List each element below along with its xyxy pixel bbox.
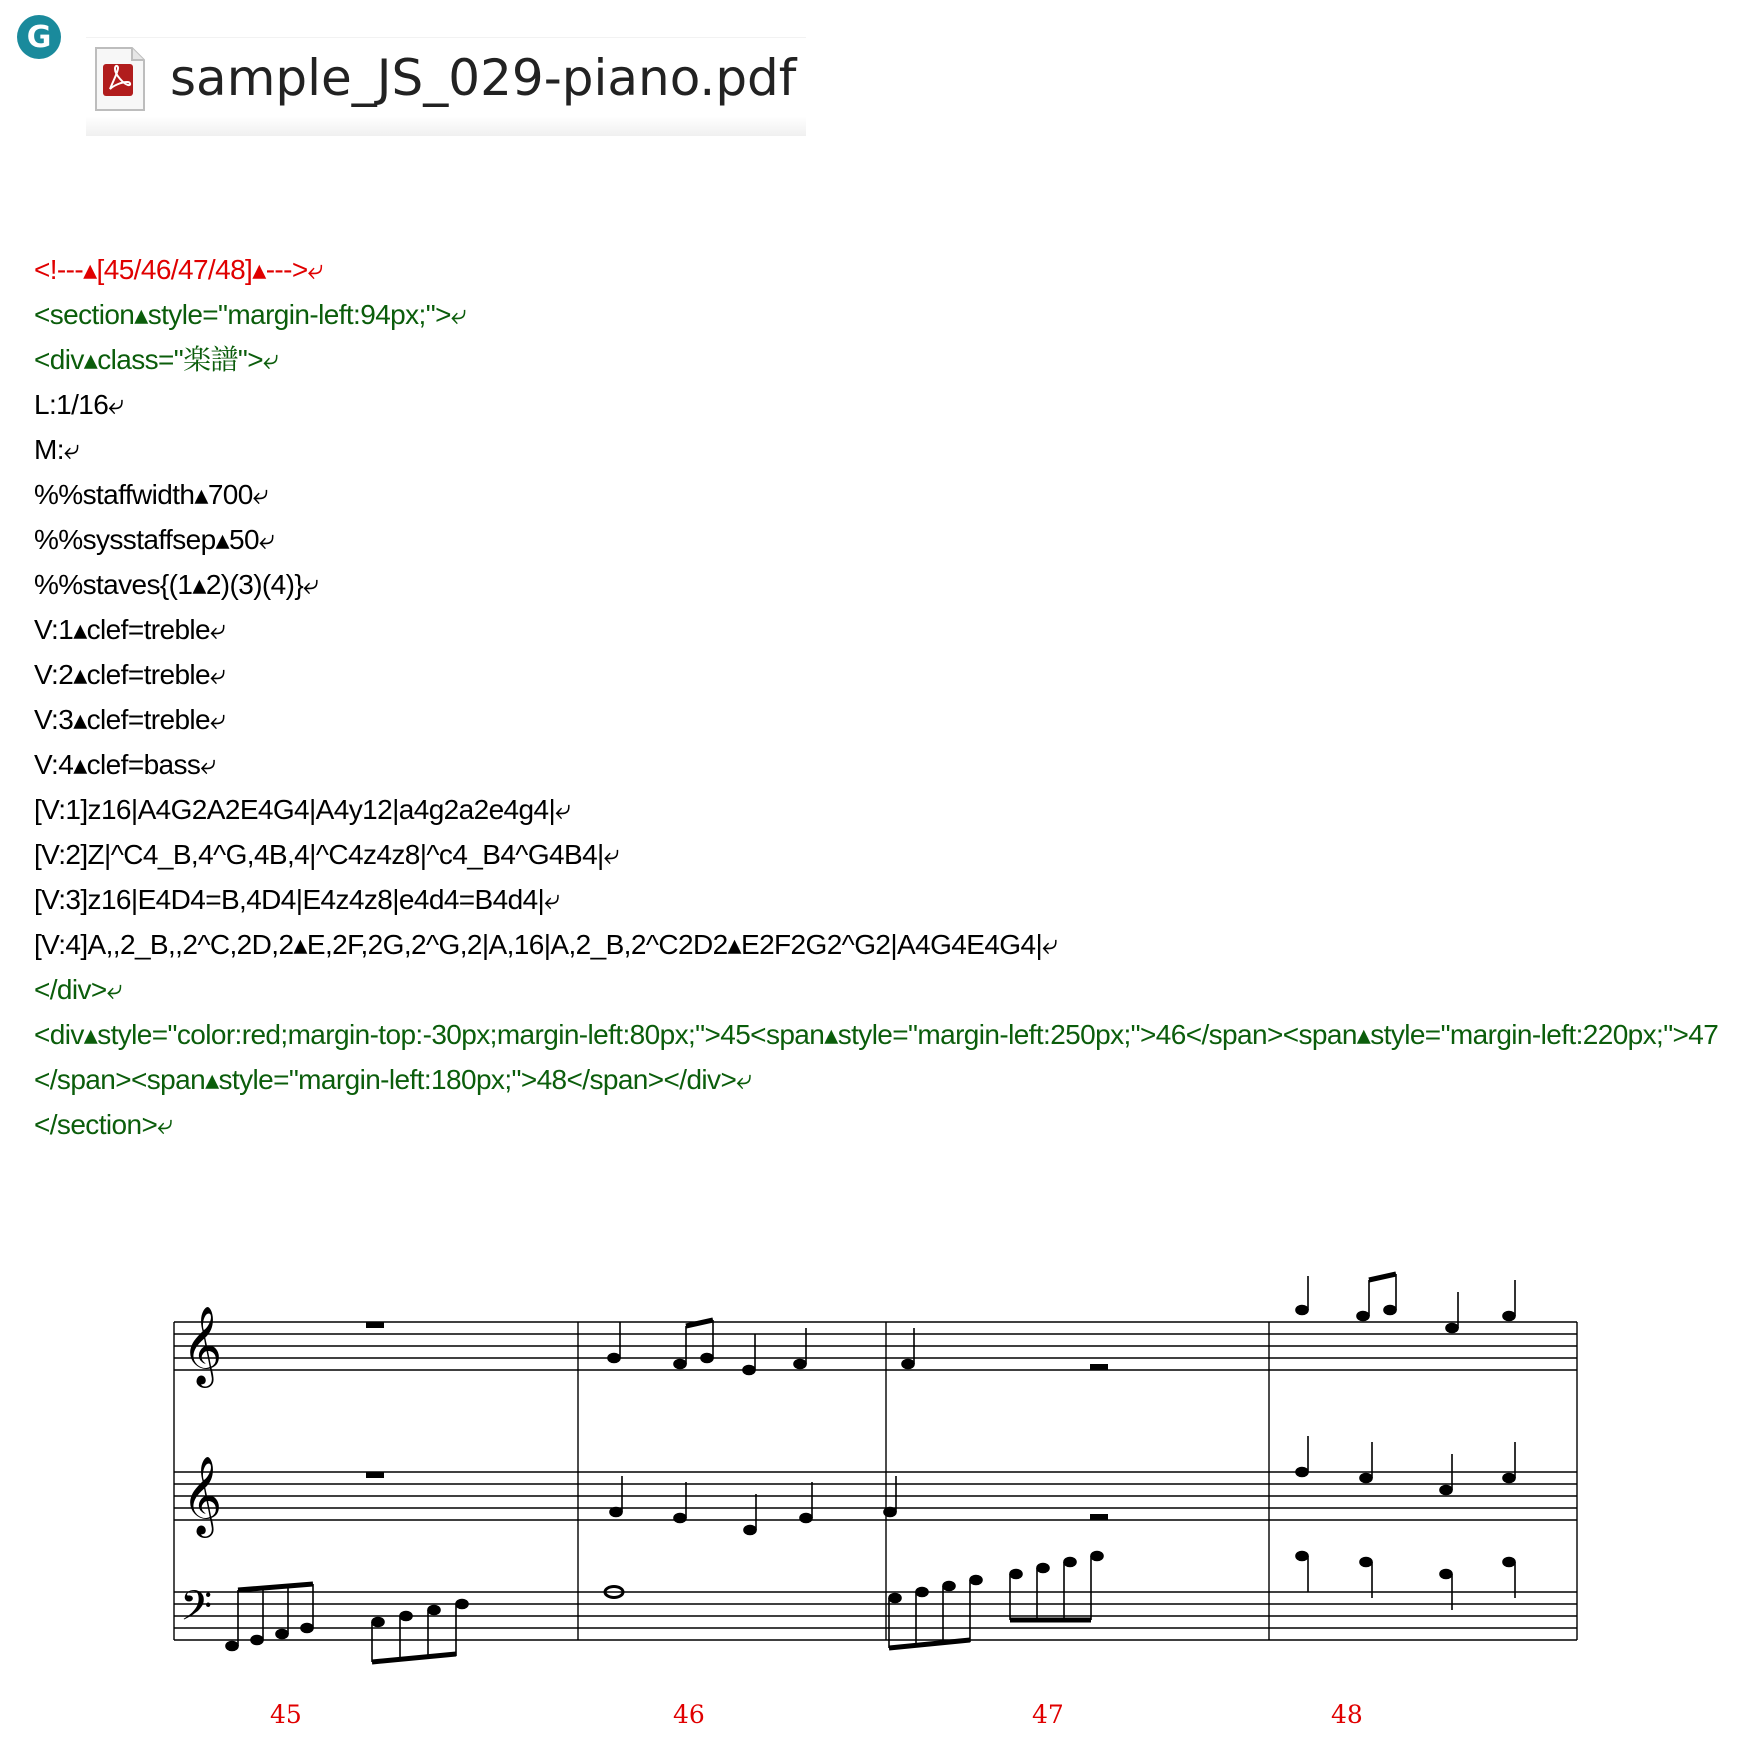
notes-measure-45-bass: [226, 1584, 468, 1662]
treble-clef-icon: 𝄞: [182, 1306, 223, 1385]
code-line: <div▴style="color:red;margin-top:-30px;margin-left:80px;">45<span▴style="margin-left:250px;">46</span><span▴style="margin-left:220px;">47</span><span▴style="margin-left:180px;">48</span></div>⤶: [34, 1019, 1719, 1095]
code-line: [V:3]z16|E4D4=B,4D4|E4z4z8|e4d4=B4d4|⤶: [34, 884, 560, 915]
app-badge-icon: G: [17, 15, 61, 59]
pdf-file-icon: [94, 46, 146, 112]
measure-number: 48: [1331, 1700, 1363, 1729]
code-line: </div>⤶: [34, 974, 122, 1005]
file-name: sample_JS_029-piano.pdf: [170, 49, 797, 107]
code-line: <!---▴[45/46/47/48]▴--->⤶: [34, 254, 323, 285]
code-line: V:3▴clef=treble⤶: [34, 704, 226, 735]
notes-measure-47: [884, 1328, 1103, 1648]
source-code-block: [34, 247, 1724, 1147]
code-line: %%sysstaffsep▴50⤶: [34, 524, 275, 555]
measure-number: 47: [1032, 1700, 1064, 1729]
code-line: [V:2]Z|^C4_B,4^G,4B,4|^C4z4z8|^c4_B4^G4B4|⤶: [34, 839, 619, 870]
code-line: [V:4]A,,2_B,,2^C,2D,2▴E,2F,2G,2^G,2|A,16|A,2_B,2^C2D2▴E2F2G2^G2|A4G4E4G4|⤶: [34, 929, 1058, 960]
measure-number: 45: [270, 1700, 302, 1729]
code-line: V:4▴clef=bass⤶: [34, 749, 216, 780]
treble-clef-icon: 𝄞: [182, 1456, 223, 1535]
code-line: %%staffwidth▴700⤶: [34, 479, 268, 510]
code-line: <section▴style="margin-left:94px;">⤶: [34, 299, 466, 330]
code-line: L:1/16⤶: [34, 389, 124, 420]
notes-measure-46: [605, 1320, 812, 1598]
code-line: [V:1]z16|A4G2A2E4G4|A4y12|a4g2a2e4g4|⤶: [34, 794, 571, 825]
code-line: M:⤶: [34, 434, 79, 465]
code-line: %%staves{(1▴2)(3)(4)}⤶: [34, 569, 319, 600]
notes-measure-48: [1296, 1274, 1515, 1610]
code-line: </section>⤶: [34, 1109, 173, 1140]
music-score: [150, 1250, 1590, 1690]
rests: [366, 1322, 1108, 1520]
code-line: V:1▴clef=treble⤶: [34, 614, 226, 645]
code-line: <div▴class="楽譜">⤶: [34, 344, 279, 375]
file-title-bar[interactable]: [86, 37, 806, 136]
bass-clef-icon: 𝄢: [180, 1582, 213, 1640]
measure-number: 46: [673, 1700, 705, 1729]
code-line: V:2▴clef=treble⤶: [34, 659, 226, 690]
